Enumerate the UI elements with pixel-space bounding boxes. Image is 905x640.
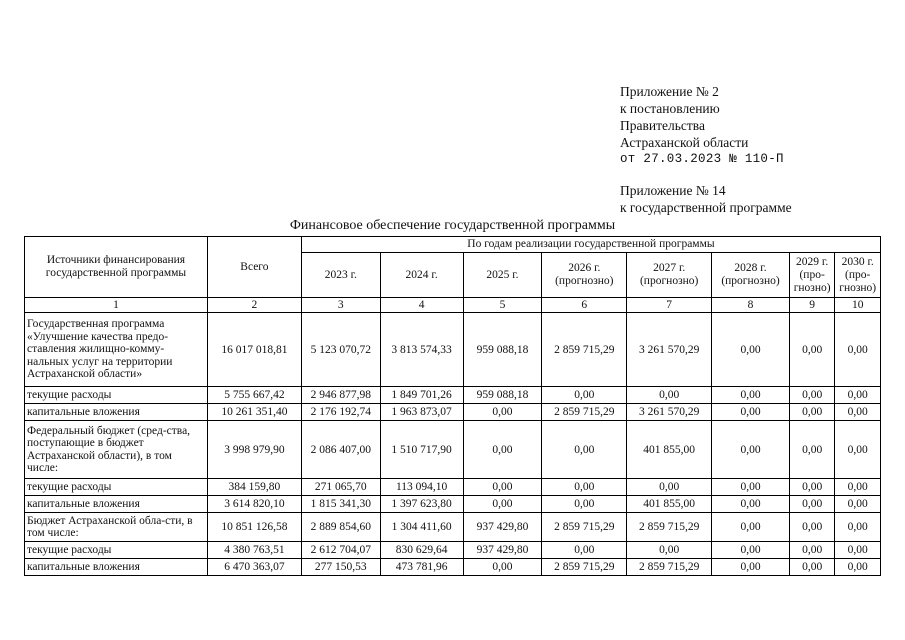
header-year: 2026 г. (прогнозно) bbox=[542, 253, 627, 298]
decree-date-number: от 27.03.2023 № 110-П bbox=[620, 152, 784, 166]
table-cell: 0,00 bbox=[712, 513, 790, 542]
annex-line: Приложение № 14 bbox=[620, 183, 726, 198]
table-cell: 0,00 bbox=[789, 559, 834, 576]
table-cell: 384 159,80 bbox=[207, 479, 301, 496]
table-cell: 0,00 bbox=[835, 542, 881, 559]
document-title: Финансовое обеспечение государственной программы bbox=[289, 218, 616, 233]
header-year: 2027 г. (прогнозно) bbox=[627, 253, 712, 298]
header-year: 2024 г. bbox=[380, 253, 463, 298]
table-cell: 3 614 820,10 bbox=[207, 496, 301, 513]
annex-line: к государственной программе bbox=[620, 200, 792, 215]
table-cell: 4 380 763,51 bbox=[207, 542, 301, 559]
table-cell: 113 094,10 bbox=[380, 479, 463, 496]
row-label: Федеральный бюджет (сред-ства, поступающие в бюджет Астраханской области), в том числе: bbox=[25, 421, 208, 479]
row-label: текущие расходы bbox=[25, 387, 208, 404]
table-cell: 0,00 bbox=[712, 542, 790, 559]
table-cell: 0,00 bbox=[463, 404, 542, 421]
header-year: 2030 г. (про-гнозно) bbox=[835, 253, 881, 298]
table-cell: 1 397 623,80 bbox=[380, 496, 463, 513]
table-cell: 10 261 351,40 bbox=[207, 404, 301, 421]
table-row bbox=[25, 479, 881, 496]
table-cell: 3 261 570,29 bbox=[627, 313, 712, 387]
table-cell: 0,00 bbox=[463, 479, 542, 496]
header-year: 2025 г. bbox=[463, 253, 542, 298]
table-cell: 1 849 701,26 bbox=[380, 387, 463, 404]
table-cell: 937 429,80 bbox=[463, 542, 542, 559]
table-cell: 0,00 bbox=[627, 479, 712, 496]
table-cell: 1 304 411,60 bbox=[380, 513, 463, 542]
table-cell: 0,00 bbox=[712, 559, 790, 576]
header-year: 2023 г. bbox=[301, 253, 380, 298]
table-cell: 5 123 070,72 bbox=[301, 313, 380, 387]
table-cell: 0,00 bbox=[789, 496, 834, 513]
header-year: 2028 г. (прогнозно) bbox=[712, 253, 790, 298]
table-cell: 0,00 bbox=[789, 513, 834, 542]
row-label: текущие расходы bbox=[25, 479, 208, 496]
table-cell: 0,00 bbox=[835, 496, 881, 513]
table-row bbox=[25, 513, 881, 542]
table-cell: 0,00 bbox=[712, 404, 790, 421]
table-cell: 0,00 bbox=[542, 542, 627, 559]
table-cell: 0,00 bbox=[835, 513, 881, 542]
annex-line: к постановлению bbox=[620, 101, 720, 116]
table-cell: 2 859 715,29 bbox=[542, 513, 627, 542]
table-cell: 0,00 bbox=[712, 387, 790, 404]
row-label: текущие расходы bbox=[25, 542, 208, 559]
table-cell: 3 813 574,33 bbox=[380, 313, 463, 387]
table-cell: 0,00 bbox=[542, 479, 627, 496]
table-cell: 1 963 873,07 bbox=[380, 404, 463, 421]
header-total: Всего bbox=[207, 237, 301, 298]
table-cell: 0,00 bbox=[789, 387, 834, 404]
table-cell: 0,00 bbox=[789, 542, 834, 559]
table-cell: 0,00 bbox=[542, 387, 627, 404]
row-label: капитальные вложения bbox=[25, 559, 208, 576]
table-cell: 10 851 126,58 bbox=[207, 513, 301, 542]
table-cell: 0,00 bbox=[789, 313, 834, 387]
header-year: 2029 г. (про-гнозно) bbox=[789, 253, 834, 298]
column-number: 4 bbox=[380, 298, 463, 313]
table-row bbox=[25, 542, 881, 559]
table-cell: 6 470 363,07 bbox=[207, 559, 301, 576]
table-cell: 277 150,53 bbox=[301, 559, 380, 576]
table-cell: 3 261 570,29 bbox=[627, 404, 712, 421]
table-cell: 5 755 667,42 bbox=[207, 387, 301, 404]
table-cell: 2 086 407,00 bbox=[301, 421, 380, 479]
column-number: 6 bbox=[542, 298, 627, 313]
annex-line: Приложение № 2 bbox=[620, 84, 719, 99]
table-cell: 0,00 bbox=[712, 496, 790, 513]
table-row bbox=[25, 496, 881, 513]
table-cell: 0,00 bbox=[835, 387, 881, 404]
table-cell: 0,00 bbox=[835, 404, 881, 421]
table-cell: 0,00 bbox=[463, 421, 542, 479]
table-cell: 2 612 704,07 bbox=[301, 542, 380, 559]
table-cell: 0,00 bbox=[712, 479, 790, 496]
table-cell: 0,00 bbox=[463, 496, 542, 513]
column-number: 2 bbox=[207, 298, 301, 313]
table-cell: 0,00 bbox=[789, 479, 834, 496]
table-cell: 937 429,80 bbox=[463, 513, 542, 542]
column-number: 1 bbox=[25, 298, 208, 313]
table-row bbox=[25, 421, 881, 479]
table-cell: 1 815 341,30 bbox=[301, 496, 380, 513]
row-label: капитальные вложения bbox=[25, 496, 208, 513]
table-cell: 2 889 854,60 bbox=[301, 513, 380, 542]
table-cell: 0,00 bbox=[712, 313, 790, 387]
table-cell: 0,00 bbox=[835, 479, 881, 496]
table-cell: 401 855,00 bbox=[627, 496, 712, 513]
column-number: 8 bbox=[712, 298, 790, 313]
header-sources: Источники финансирования государственной программы bbox=[25, 237, 208, 298]
annex-header bbox=[620, 83, 792, 216]
table-cell: 16 017 018,81 bbox=[207, 313, 301, 387]
column-number: 9 bbox=[789, 298, 834, 313]
table-cell: 0,00 bbox=[835, 421, 881, 479]
table-cell: 0,00 bbox=[463, 559, 542, 576]
annex-line: Астраханской области bbox=[620, 135, 749, 150]
table-cell: 2 859 715,29 bbox=[542, 313, 627, 387]
table-cell: 0,00 bbox=[712, 421, 790, 479]
table-cell: 0,00 bbox=[627, 542, 712, 559]
table-cell: 3 998 979,90 bbox=[207, 421, 301, 479]
table-cell: 2 176 192,74 bbox=[301, 404, 380, 421]
table-cell: 0,00 bbox=[835, 313, 881, 387]
financing-table bbox=[24, 236, 881, 576]
table-cell: 2 859 715,29 bbox=[627, 513, 712, 542]
table-cell: 0,00 bbox=[542, 496, 627, 513]
table-cell: 0,00 bbox=[789, 421, 834, 479]
table-cell: 271 065,70 bbox=[301, 479, 380, 496]
annex-line: Правительства bbox=[620, 118, 705, 133]
table-cell: 2 859 715,29 bbox=[627, 559, 712, 576]
header-years-group: По годам реализации государственной программы bbox=[301, 237, 880, 253]
column-number: 3 bbox=[301, 298, 380, 313]
table-cell: 2 859 715,29 bbox=[542, 559, 627, 576]
table-row bbox=[25, 559, 881, 576]
row-label: капитальные вложения bbox=[25, 404, 208, 421]
table-cell: 401 855,00 bbox=[627, 421, 712, 479]
row-label: Государственная программа «Улучшение качества предо-ставления жилищно-комму-нальных услуг на территории Астраханской области» bbox=[25, 313, 208, 387]
table-row bbox=[25, 404, 881, 421]
table-row bbox=[25, 387, 881, 404]
table-cell: 0,00 bbox=[627, 387, 712, 404]
table-cell: 2 946 877,98 bbox=[301, 387, 380, 404]
table-cell: 830 629,64 bbox=[380, 542, 463, 559]
column-number: 7 bbox=[627, 298, 712, 313]
table-cell: 473 781,96 bbox=[380, 559, 463, 576]
table-cell: 0,00 bbox=[542, 421, 627, 479]
table-cell: 959 088,18 bbox=[463, 387, 542, 404]
table-cell: 0,00 bbox=[789, 404, 834, 421]
table-cell: 2 859 715,29 bbox=[542, 404, 627, 421]
row-label: Бюджет Астраханской обла-сти, в том числе: bbox=[25, 513, 208, 542]
column-number: 10 bbox=[835, 298, 881, 313]
column-number: 5 bbox=[463, 298, 542, 313]
table-row bbox=[25, 313, 881, 387]
table-cell: 959 088,18 bbox=[463, 313, 542, 387]
table-cell: 0,00 bbox=[835, 559, 881, 576]
table-cell: 1 510 717,90 bbox=[380, 421, 463, 479]
